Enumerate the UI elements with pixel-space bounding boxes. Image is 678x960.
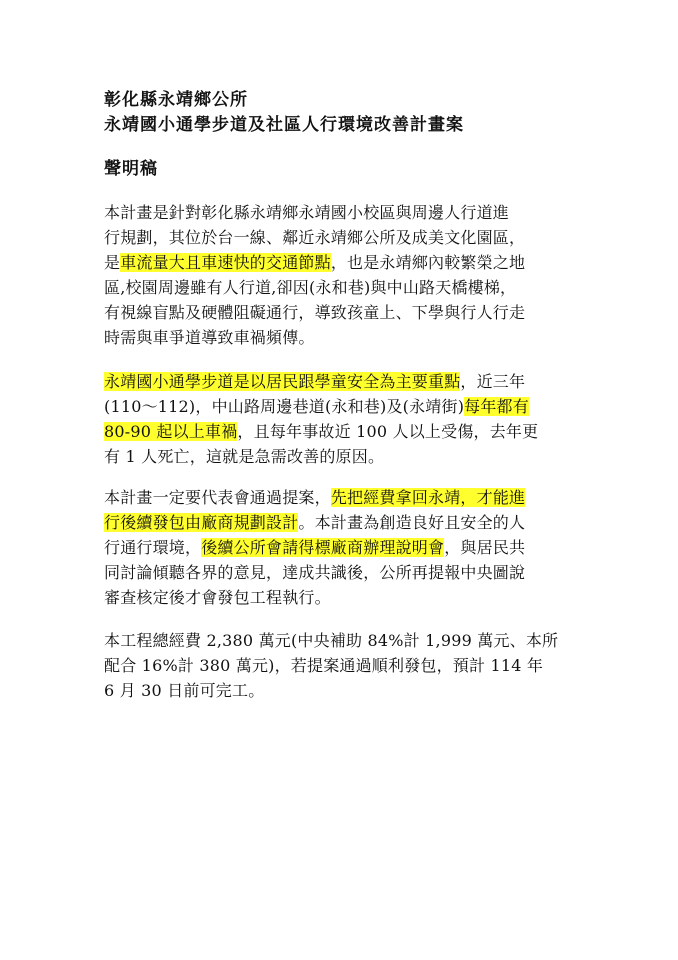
- highlighted-text: 80-90 起以上車禍: [104, 422, 238, 441]
- text-line: [104, 369, 584, 394]
- text-segment: ，近三年: [460, 372, 526, 391]
- text-line: 時需與車爭道導致車禍頻傳。: [104, 328, 315, 347]
- text-line: [104, 419, 584, 444]
- text-line: [104, 250, 584, 275]
- text-line: [104, 485, 584, 510]
- text-line: [104, 510, 584, 535]
- highlighted-text: 每年都有: [464, 397, 529, 416]
- text-line: [104, 535, 584, 560]
- paragraph-process: [104, 485, 584, 610]
- document-type-label: 聲明稿: [104, 159, 158, 179]
- highlighted-text: 永靖國小通學步道是以居民跟學童安全為主要重點: [104, 372, 461, 391]
- text-segment: ，也是永靖鄉內較繁榮之地: [330, 253, 526, 272]
- text-segment: ，且每年事故近 100 人以上受傷，去年更: [237, 422, 539, 441]
- text-segment: ，與居民共: [444, 538, 526, 557]
- text-line: 本工程總經費 2,380 萬元(中央補助 84%計 1,999 萬元、本所: [104, 631, 559, 650]
- highlighted-text: 後續公所會請得標廠商辦理說明會: [201, 538, 445, 557]
- organization-name: 彰化縣永靖鄉公所: [104, 90, 248, 110]
- text-segment: 本計畫一定要代表會通過提案，: [104, 488, 331, 507]
- text-segment: 行通行環境，: [104, 538, 202, 557]
- text-segment: (110～112)，中山路周邊巷道(永和巷)及(永靖街): [104, 397, 465, 416]
- text-line: 同討論傾聽各界的意見，達成共識後，公所再提報中央圖說: [104, 563, 526, 582]
- text-segment: 是: [104, 253, 121, 272]
- paragraph-accident-stats: [104, 369, 584, 469]
- project-title: 永靖國小通學步道及社區人行環境改善計畫案: [104, 115, 464, 135]
- highlighted-text: 車流量大且車速快的交通節點: [120, 253, 331, 272]
- text-line: [104, 394, 584, 419]
- text-line: 審查核定後才會發包工程執行。: [104, 588, 331, 607]
- text-line: 6 月 30 日前可完工。: [104, 681, 265, 700]
- text-line: 有視線盲點及硬體阻礙通行，導致孩童上、下學與行人行走: [104, 303, 526, 322]
- text-line: 配合 16%計 380 萬元)，若提案通過順利發包，預計 114 年: [104, 656, 544, 675]
- paragraph-budget: [104, 628, 584, 703]
- highlighted-text: 行後續發包由廠商規劃設計: [104, 513, 299, 532]
- text-line: 本計畫是針對彰化縣永靖鄉永靖國小校區與周邊人行道進: [104, 203, 510, 222]
- text-line: 有 1 人死亡，這就是急需改善的原因。: [104, 447, 385, 466]
- text-line: 區,校園周邊雖有人行道,卻因(永和巷)與中山路天橋樓梯，: [104, 278, 517, 297]
- text-segment: 。本計畫為創造良好且安全的人: [298, 513, 526, 532]
- paragraph-background: [104, 200, 584, 350]
- highlighted-text: 先把經費拿回永靖，才能進: [330, 488, 526, 507]
- text-line: 行規劃，其位於台一線、鄰近永靖鄉公所及成美文化園區，: [104, 228, 526, 247]
